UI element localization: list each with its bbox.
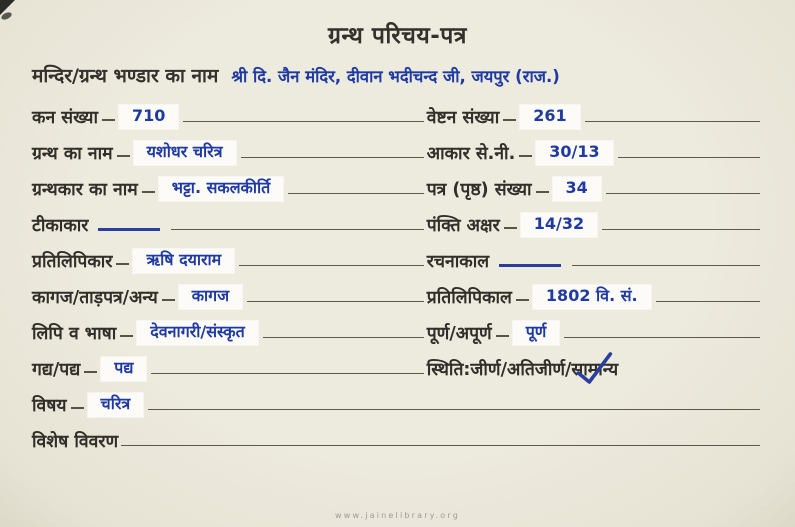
rule-line	[519, 155, 532, 157]
page-count-value: 34	[553, 177, 601, 201]
granth-name-value: यशोधर चरित्र	[134, 141, 236, 165]
blank-value-dash	[98, 228, 160, 231]
rule-line	[151, 373, 423, 374]
rule-line	[263, 337, 424, 338]
rule-line	[656, 301, 760, 302]
page-count-label: पत्र (पृष्ठ) संख्या	[426, 179, 532, 200]
watermark-text: www.jainelibrary.org	[334, 511, 461, 520]
field-composition-date	[427, 252, 763, 272]
rule-line	[606, 193, 760, 194]
rule-line	[247, 301, 424, 302]
form-row-commentator-lines	[32, 200, 763, 236]
rule-line	[564, 337, 760, 338]
field-script-language	[32, 321, 427, 344]
field-completeness	[427, 321, 763, 344]
script-language-label: लिपि व भाषा	[32, 323, 117, 344]
temple-name-row	[32, 62, 763, 88]
rule-line	[148, 409, 760, 410]
serial-number-label: कन संख्या	[32, 107, 98, 128]
form-row-prose-condition	[32, 344, 763, 380]
material-label: कागज/ताड़पत्र/अन्य	[32, 287, 158, 308]
pen-checkmark-icon	[572, 351, 614, 387]
rule-line	[516, 299, 529, 301]
field-lines-letters	[427, 213, 763, 236]
form-row-material-copydate	[32, 272, 763, 308]
lines-letters-label: पंक्ति अक्षर	[426, 215, 500, 236]
completeness-label: पूर्ण/अपूर्ण	[426, 323, 492, 344]
field-copy-date	[427, 285, 763, 308]
material-value: कागज	[179, 285, 242, 309]
size-cm-value: 30/13	[536, 141, 612, 165]
form-row-special-details	[32, 416, 763, 452]
form-row-author-pages	[32, 164, 763, 200]
form-row-copyist-composition	[32, 236, 763, 272]
granth-name-label: ग्रन्थ का नाम	[32, 143, 113, 164]
rule-line	[84, 371, 97, 373]
serial-number-value: 710	[119, 105, 178, 129]
field-condition	[427, 360, 763, 380]
prose-verse-label: गद्य/पद्य	[32, 359, 81, 380]
author-name-label: ग्रन्थकार का नाम	[32, 179, 138, 200]
rule-line	[496, 335, 509, 337]
rule-line	[536, 191, 549, 193]
rule-line	[120, 335, 133, 337]
rule-line	[239, 265, 423, 266]
rule-line	[572, 265, 760, 266]
rule-line	[288, 193, 423, 194]
script-language-value: देवनागरी/संस्कृत	[137, 321, 257, 345]
form-row-script-complete	[32, 308, 763, 344]
subject-label: विषय	[32, 395, 67, 416]
copy-date-value: 1802 वि. सं.	[533, 285, 651, 309]
form-row-subject	[32, 380, 763, 416]
temple-name-value: श्री दि. जैन मंदिर, दीवान भदीचन्द जी, जयपुर (राज.)	[231, 67, 560, 86]
rule-line	[142, 191, 155, 193]
size-cm-label: आकार से.नी.	[426, 143, 516, 164]
rule-line	[503, 119, 516, 121]
special-details-label: विशेष विवरण	[32, 431, 119, 452]
rule-line	[602, 229, 760, 230]
copy-date-label: प्रतिलिपिकाल	[426, 287, 512, 308]
field-commentator	[32, 216, 427, 236]
veshtan-number-label: वेष्टन संख्या	[426, 107, 500, 128]
condition-checked-option	[571, 360, 618, 380]
field-size-cm	[427, 141, 763, 164]
condition-label: स्थिति:जीर्ण/अतिजीर्ण/	[426, 359, 572, 380]
rule-line	[102, 119, 115, 121]
field-granth-name	[32, 141, 427, 164]
lines-letters-value: 14/32	[521, 213, 597, 237]
rule-line	[117, 155, 130, 157]
copyist-label: प्रतिलिपिकार	[32, 251, 113, 272]
veshtan-number-value: 261	[520, 105, 579, 129]
copyist-value: ऋषि दयाराम	[133, 249, 234, 273]
temple-name-label: मन्दिर/ग्रन्थ भण्डार का नाम	[32, 65, 219, 87]
field-veshtan-number	[427, 105, 763, 128]
prose-verse-value: पद्य	[101, 357, 146, 381]
author-name-value: भट्टा. सकलकीर्ति	[159, 177, 284, 201]
field-page-count	[427, 177, 763, 200]
rule-line	[585, 121, 760, 122]
field-prose-verse	[32, 357, 427, 380]
rule-line	[183, 121, 423, 122]
page-title: ग्रन्थ परिचय-पत्र	[328, 23, 467, 49]
rule-line	[162, 299, 175, 301]
field-serial-number	[32, 105, 427, 128]
condition-option-label: सामान्य	[571, 359, 619, 380]
completeness-value: पूर्ण	[513, 321, 560, 345]
commentator-label: टीकाकार	[32, 215, 89, 236]
field-material	[32, 285, 427, 308]
rule-line	[121, 445, 760, 446]
rule-line	[71, 407, 84, 409]
form-row-serial-veshtan	[32, 92, 763, 128]
rule-line	[241, 157, 424, 158]
field-copyist	[32, 249, 427, 272]
composition-date-label: रचनाकाल	[426, 251, 490, 272]
rule-line	[116, 263, 129, 265]
field-author-name	[32, 177, 427, 200]
form-rows	[32, 92, 763, 452]
blank-value-dash	[499, 264, 561, 267]
subject-value: चरित्र	[88, 393, 144, 417]
rule-line	[618, 157, 760, 158]
form-row-granth-name-size	[32, 128, 763, 164]
rule-line	[171, 229, 423, 230]
rule-line	[504, 227, 517, 229]
